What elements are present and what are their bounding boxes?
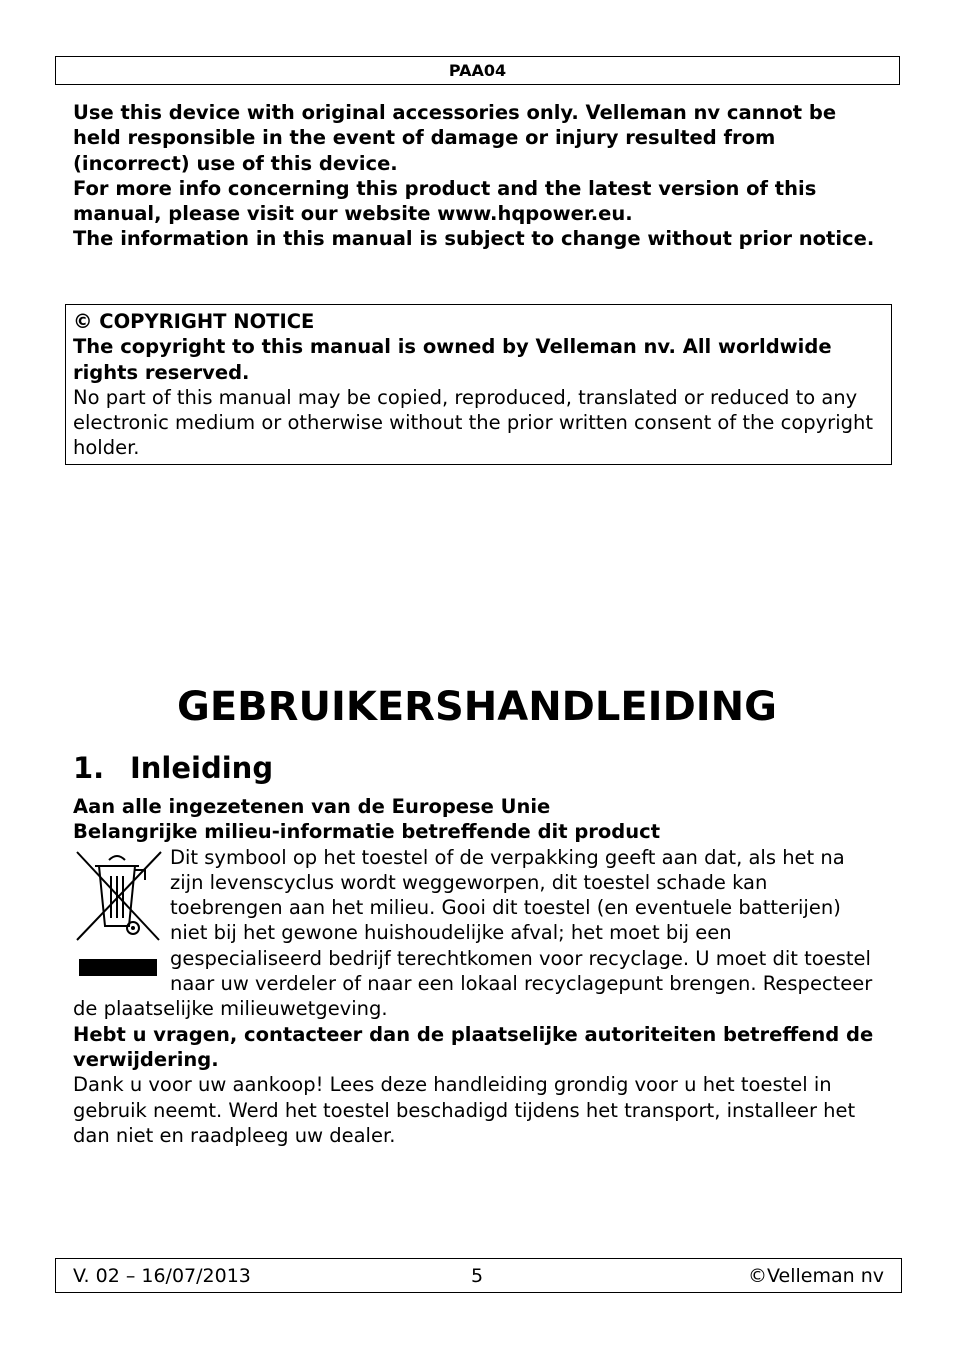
section-heading — [73, 750, 273, 786]
thanks-text: Dank u voor uw aankoop! Lees deze handleiding grondig voor u het toestel in gebruik neemt. Werd het toestel beschadigd tijdens het transport, installeer het dan niet en raadpleeg uw dealer. — [73, 1073, 856, 1147]
accessories-notice: Use this device with original accessories only. Velleman nv cannot be held responsible in the event of damage or injury resulted from (incorrect) use of this device. — [73, 101, 837, 175]
document-footer — [55, 1258, 902, 1293]
weee-text: Dit symbool op het toestel of de verpakking geeft aan dat, als het na zijn levenscyclus wordt weggeworpen, dit toestel schade kan toebrengen aan het milieu. Gooi dit toestel (en eventuele batterijen) niet bij het gewone huishoudelijke afval; het moet bij een gespecialiseerd bedrijf terechtkomen voor recyclage. U moet dit toestel naar uw verdeler of naar een lokaal recyclagepunt brengen. Respecteer de plaatselijke milieuwetgeving. — [73, 845, 873, 1021]
crossed-out-wheelie-bin-icon — [73, 845, 165, 985]
copyright-heading: © COPYRIGHT NOTICE — [73, 310, 315, 333]
copyright-notice-box — [65, 304, 892, 465]
website-notice: For more info concerning this product and the latest version of this manual, please visit our website www.hqpower.eu. — [73, 176, 817, 226]
contact-authorities: Hebt u vragen, contacteer dan de plaatselijke autoriteiten betreffend de verwijdering. — [73, 1022, 874, 1071]
section-body — [73, 794, 883, 1148]
footer-copyright: ©Velleman nv — [748, 1265, 884, 1287]
section-title: Inleiding — [130, 751, 274, 785]
copyright-ownership: The copyright to this manual is owned by Velleman nv. All worldwide rights reserved. — [73, 335, 832, 384]
copyright-body: No part of this manual may be copied, reproduced, translated or reduced to any electronic medium or otherwise without the prior written consent of the copyright holder. — [73, 385, 873, 460]
change-notice: The information in this manual is subject to change without prior notice. — [73, 227, 875, 251]
eu-residents-subheading: Aan alle ingezetenen van de Europese Unie — [73, 795, 551, 818]
page-title: GEBRUIKERSHANDLEIDING — [177, 684, 777, 730]
weee-bar — [79, 959, 157, 976]
model-number: PAA04 — [448, 61, 507, 80]
intro-notice — [73, 100, 883, 252]
footer-version: V. 02 – 16/07/2013 — [73, 1265, 251, 1287]
document-header — [55, 56, 900, 85]
footer-page-number: 5 — [471, 1265, 484, 1287]
environment-subheading: Belangrijke milieu-informatie betreffende dit product — [73, 820, 661, 844]
section-number: 1. — [73, 751, 105, 785]
